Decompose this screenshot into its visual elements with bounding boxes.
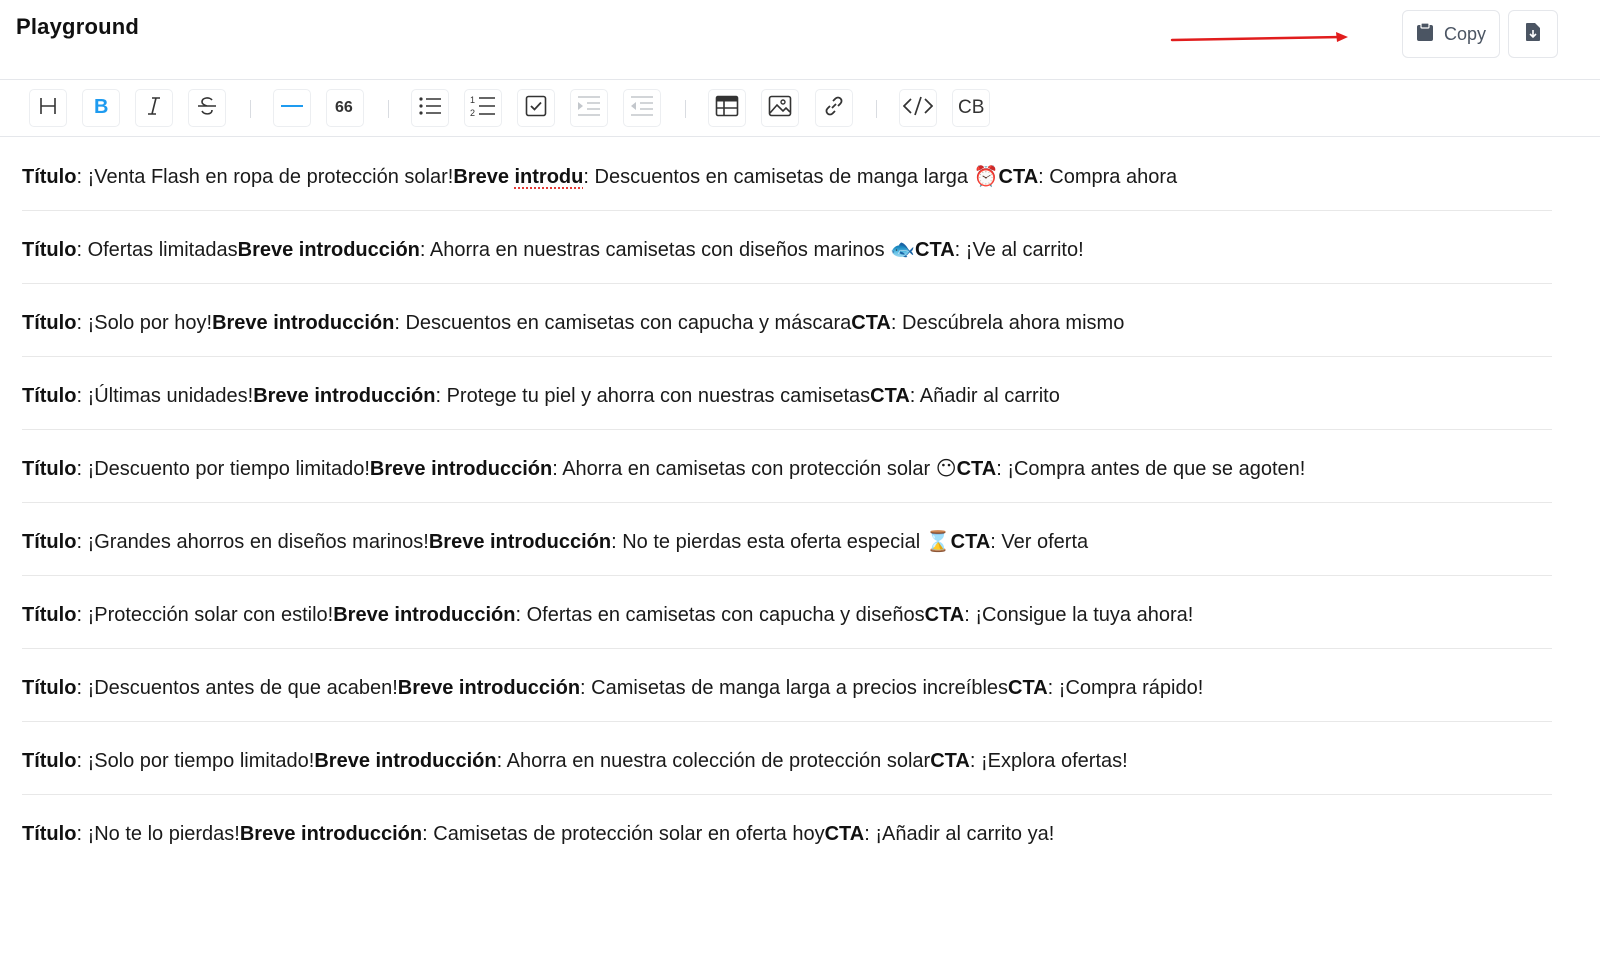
intro-label: Breve introdu bbox=[453, 166, 584, 188]
row-title: ¡Protección solar con estilo! bbox=[87, 604, 334, 626]
title-label: Título bbox=[22, 750, 77, 772]
svg-text:2: 2 bbox=[470, 107, 476, 118]
row-cta: Añadir al carrito bbox=[919, 385, 1060, 407]
row-cta: ¡Añadir al carrito ya! bbox=[875, 823, 1055, 845]
svg-text:66: 66 bbox=[335, 98, 353, 116]
red-arrow-annotation bbox=[1170, 26, 1360, 50]
cta-label: CTA bbox=[851, 312, 891, 334]
content-row: Título: ¡Solo por hoy!Breve introducción: Descuentos en camisetas con capucha y máscaraCTA: Descúbrela ahora mismo bbox=[22, 284, 1552, 357]
editor-content[interactable] bbox=[22, 138, 1552, 868]
ordered-list-icon bbox=[470, 94, 496, 123]
cta-label: CTA bbox=[924, 604, 965, 626]
cta-label: CTA bbox=[1008, 677, 1048, 699]
title-label: Título bbox=[22, 677, 77, 699]
bold-button[interactable] bbox=[82, 89, 120, 127]
checkbox-icon bbox=[525, 95, 547, 122]
row-title: ¡Descuento por tiempo limitado! bbox=[87, 458, 370, 480]
bold-icon bbox=[90, 95, 112, 122]
title-label: Título bbox=[22, 604, 77, 626]
row-intro: Ofertas en camisetas con capucha y diseños bbox=[526, 604, 925, 626]
outdent-button[interactable] bbox=[623, 89, 661, 127]
row-title: Ofertas limitadas bbox=[87, 239, 238, 261]
title-label: Título bbox=[22, 458, 77, 480]
link-button[interactable] bbox=[815, 89, 853, 127]
title-label: Título bbox=[22, 312, 77, 334]
row-cta: ¡Explora ofertas! bbox=[980, 750, 1128, 772]
image-button[interactable] bbox=[761, 89, 799, 127]
intro-label: Breve introducción bbox=[253, 385, 436, 407]
editor-toolbar bbox=[0, 80, 1600, 137]
content-row: Título: ¡Solo por tiempo limitado!Breve introducción: Ahorra en nuestra colección de protección solarCTA: ¡Explora ofertas! bbox=[22, 722, 1552, 795]
content-row: Título: ¡Grandes ahorros en diseños marinos!Breve introducción: No te pierdas esta oferta especial ⌛CTA: Ver oferta bbox=[22, 503, 1552, 576]
horizontal-rule-button[interactable] bbox=[273, 89, 311, 127]
horizontal-rule-icon bbox=[280, 95, 304, 122]
heading-icon bbox=[37, 95, 59, 122]
app-header bbox=[0, 0, 1600, 80]
blockquote-button[interactable] bbox=[326, 89, 364, 127]
quote-icon bbox=[333, 95, 357, 122]
cta-label: CTA bbox=[824, 823, 865, 845]
toolbar-divider bbox=[876, 100, 877, 118]
row-title: ¡No te lo pierdas! bbox=[87, 823, 240, 845]
row-cta: ¡Consigue la tuya ahora! bbox=[975, 604, 1194, 626]
intro-label: Breve introducción bbox=[369, 458, 553, 480]
toolbar-divider bbox=[250, 100, 251, 118]
clipboard-icon bbox=[1416, 22, 1434, 47]
heading-button[interactable] bbox=[29, 89, 67, 127]
row-cta: ¡Compra antes de que se agoten! bbox=[1007, 458, 1306, 480]
indent-button[interactable] bbox=[570, 89, 608, 127]
cta-label: CTA bbox=[956, 458, 997, 480]
italic-button[interactable] bbox=[135, 89, 173, 127]
svg-text:B: B bbox=[94, 95, 109, 117]
cta-label: CTA bbox=[915, 239, 955, 261]
row-cta: Compra ahora bbox=[1049, 166, 1178, 188]
toolbar-divider bbox=[388, 100, 389, 118]
row-title: ¡Grandes ahorros en diseños marinos! bbox=[87, 531, 429, 553]
intro-label: Breve introducción bbox=[239, 823, 423, 845]
code-block-button[interactable] bbox=[952, 89, 990, 127]
row-title: ¡Descuentos antes de que acaben! bbox=[87, 677, 398, 699]
cta-label: CTA bbox=[950, 531, 991, 553]
intro-label: Breve introducción bbox=[397, 677, 581, 699]
content-row: Título: ¡Protección solar con estilo!Breve introducción: Ofertas en camisetas con capucha y diseñosCTA: ¡Consigue la tuya ahora! bbox=[22, 576, 1552, 649]
intro-label: Breve introducción bbox=[314, 750, 497, 772]
row-title: ¡Solo por hoy! bbox=[87, 312, 213, 334]
row-title: ¡Venta Flash en ropa de protección solar! bbox=[87, 166, 454, 188]
ordered-list-button[interactable] bbox=[464, 89, 502, 127]
bullet-list-icon bbox=[418, 95, 442, 122]
content-row: Título: ¡No te lo pierdas!Breve introducción: Camisetas de protección solar en oferta hoyCTA: ¡Añadir al carrito ya! bbox=[22, 823, 1055, 845]
bullet-list-button[interactable] bbox=[411, 89, 449, 127]
title-label: Título bbox=[22, 531, 77, 553]
row-intro: No te pierdas esta oferta especial ⌛ bbox=[622, 531, 951, 553]
strikethrough-button[interactable] bbox=[188, 89, 226, 127]
image-icon bbox=[768, 95, 792, 122]
indent-icon bbox=[577, 95, 601, 122]
content-row: Título: ¡Descuento por tiempo limitado!Breve introducción: Ahorra en camisetas con protección solar 😶CTA: ¡Compra antes de que se agoten! bbox=[22, 430, 1552, 503]
cta-label: CTA bbox=[870, 385, 910, 407]
content-row: Título: ¡Venta Flash en ropa de protección solar!Breve introdu: Descuentos en camisetas de manga larga ⏰CTA: Compra ahora bbox=[22, 138, 1552, 211]
copy-button-label: Copy bbox=[1443, 23, 1487, 44]
cta-label: CTA bbox=[930, 750, 970, 772]
toolbar-divider bbox=[685, 100, 686, 118]
row-intro: Ahorra en nuestras camisetas con diseños marinos 🐟 bbox=[429, 239, 916, 261]
file-download-icon bbox=[1525, 22, 1541, 47]
row-intro: Descuentos en camisetas de manga larga ⏰ bbox=[594, 166, 999, 188]
page-title: Playground bbox=[16, 14, 140, 39]
code-block-icon bbox=[957, 95, 985, 122]
row-title: ¡Solo por tiempo limitado! bbox=[87, 750, 315, 772]
intro-label: Breve introducción bbox=[237, 239, 420, 261]
row-intro: Camisetas de manga larga a precios increíbles bbox=[591, 677, 1009, 699]
strikethrough-icon bbox=[195, 94, 219, 123]
title-label: Título bbox=[22, 385, 77, 407]
content-row: Título: ¡Descuentos antes de que acaben!Breve introducción: Camisetas de manga larga a precios increíblesCTA: ¡Compra rápido! bbox=[22, 649, 1552, 722]
cta-label: CTA bbox=[998, 166, 1039, 188]
row-cta: Descúbrela ahora mismo bbox=[902, 312, 1125, 334]
row-intro: Protege tu piel y ahorra con nuestras camisetas bbox=[446, 385, 871, 407]
svg-text:CB: CB bbox=[958, 96, 985, 117]
copy-button[interactable] bbox=[1402, 10, 1500, 58]
row-cta: ¡Ve al carrito! bbox=[965, 239, 1084, 261]
link-icon bbox=[822, 94, 846, 123]
row-cta: Ver oferta bbox=[1001, 531, 1089, 553]
row-cta: ¡Compra rápido! bbox=[1058, 677, 1204, 699]
task-list-button[interactable] bbox=[517, 89, 555, 127]
title-label: Título bbox=[22, 823, 77, 845]
row-intro: Ahorra en camisetas con protección solar 😶 bbox=[562, 458, 957, 480]
intro-label: Breve introducción bbox=[428, 531, 612, 553]
code-icon bbox=[903, 95, 933, 122]
table-icon bbox=[715, 95, 739, 122]
row-intro: Camisetas de protección solar en oferta hoy bbox=[433, 823, 825, 845]
italic-icon bbox=[143, 95, 165, 122]
intro-label: Breve introducción bbox=[212, 312, 395, 334]
outdent-icon bbox=[630, 95, 654, 122]
row-title: ¡Últimas unidades! bbox=[87, 385, 254, 407]
table-button[interactable] bbox=[708, 89, 746, 127]
content-row: Título: ¡Últimas unidades!Breve introducción: Protege tu piel y ahorra con nuestras camisetasCTA: Añadir al carrito bbox=[22, 357, 1552, 430]
row-intro: Descuentos en camisetas con capucha y máscara bbox=[405, 312, 852, 334]
row-intro: Ahorra en nuestra colección de protección solar bbox=[506, 750, 931, 772]
intro-label: Breve introducción bbox=[333, 604, 516, 626]
code-button[interactable] bbox=[899, 89, 937, 127]
svg-text:1: 1 bbox=[470, 94, 476, 105]
content-row: Título: Ofertas limitadasBreve introducción: Ahorra en nuestras camisetas con diseños marinos 🐟CTA: ¡Ve al carrito! bbox=[22, 211, 1552, 284]
title-label: Título bbox=[22, 166, 77, 188]
title-label: Título bbox=[22, 239, 77, 261]
export-file-button[interactable] bbox=[1508, 10, 1558, 58]
